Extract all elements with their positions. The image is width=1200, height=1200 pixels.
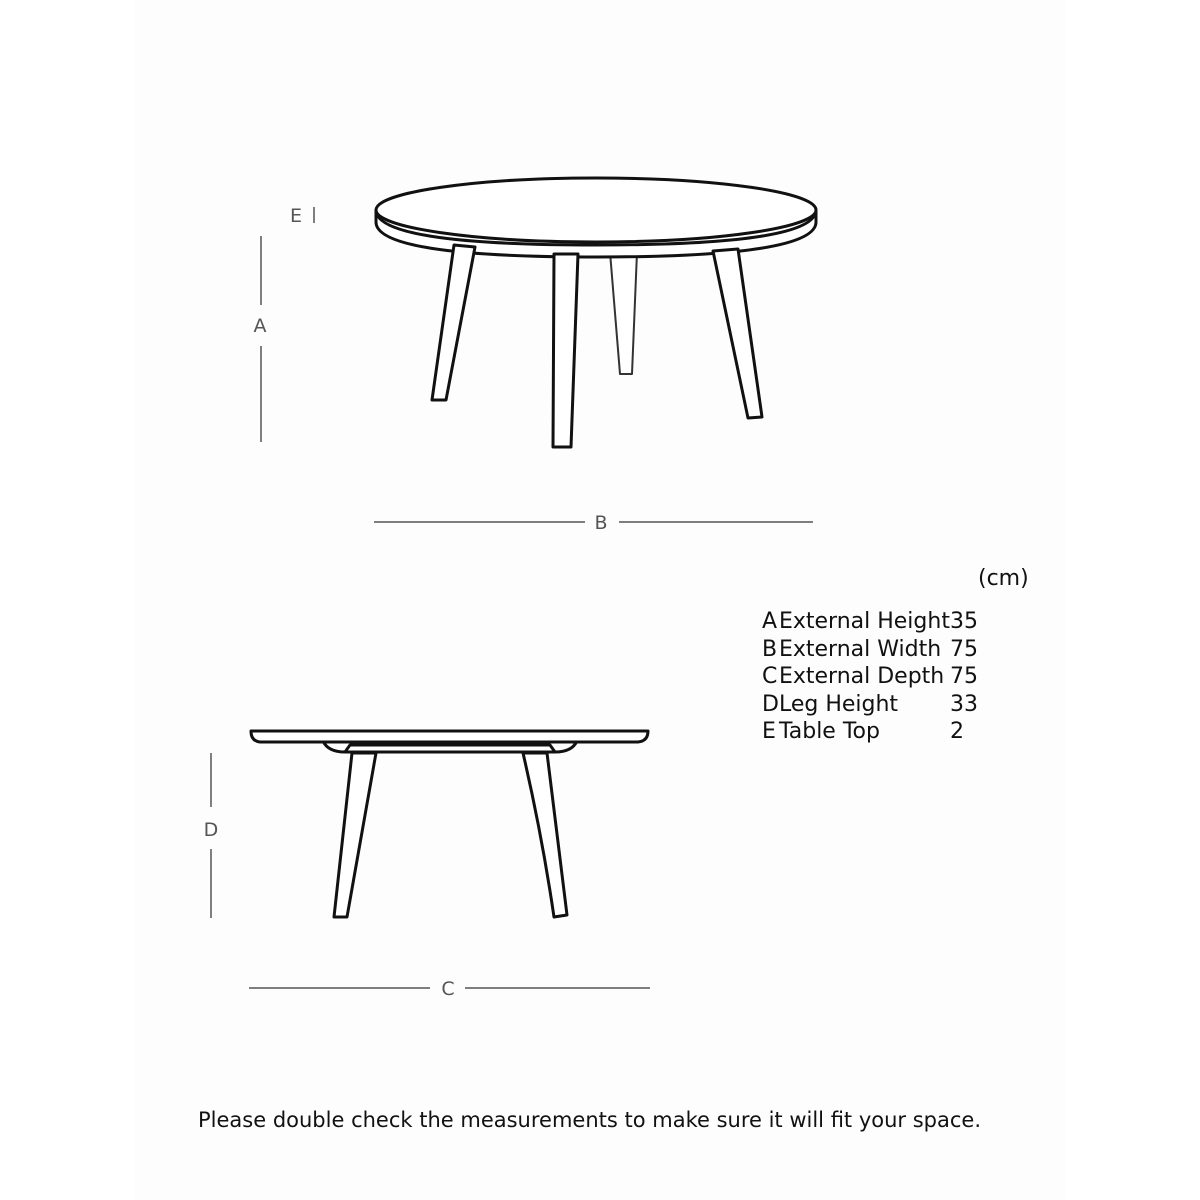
dimension-value: 35 — [949, 609, 978, 634]
dimension-key: E — [762, 719, 776, 744]
side-view — [251, 731, 648, 917]
dimension-row — [762, 608, 978, 636]
right-leg — [713, 249, 762, 418]
dimension-row — [762, 636, 978, 664]
dimension-key: B — [762, 636, 778, 662]
dimension-row — [762, 691, 978, 719]
dimension-c-label: C — [441, 978, 455, 1000]
dimension-d-label: D — [203, 819, 219, 841]
dimension-key: A — [762, 609, 778, 634]
side-left-leg — [334, 753, 376, 917]
perspective-view — [376, 178, 816, 447]
dimension-name: External Width — [778, 636, 942, 662]
apron-inner — [345, 745, 555, 752]
side-tabletop — [251, 731, 648, 742]
dimension-value: 33 — [949, 691, 978, 717]
dimension-e-label: E — [289, 205, 303, 227]
dimension-name: External Height — [778, 609, 950, 634]
dimension-row — [762, 718, 978, 746]
rear-leg — [610, 252, 637, 374]
dimensions-table — [762, 608, 978, 746]
dimension-row — [762, 663, 978, 691]
dimension-a-label: A — [253, 315, 267, 337]
dimension-value: 75 — [949, 664, 978, 689]
dimension-name: External Depth — [778, 664, 945, 689]
dimension-name: Leg Height — [778, 691, 899, 717]
tabletop-surface — [376, 178, 816, 242]
unit-label: (cm) — [978, 566, 1029, 591]
front-leg — [553, 254, 578, 447]
dimension-b-label: B — [594, 512, 608, 534]
dimension-key: D — [762, 691, 779, 717]
side-right-leg — [523, 753, 567, 917]
dimension-value: 75 — [949, 636, 978, 662]
dimension-value: 2 — [949, 719, 964, 744]
dimension-key: C — [762, 664, 778, 689]
measurement-note: Please double check the measurements to make sure it will fit your space. — [198, 1108, 982, 1132]
left-leg — [432, 245, 475, 400]
dimension-name: Table Top — [778, 719, 880, 744]
